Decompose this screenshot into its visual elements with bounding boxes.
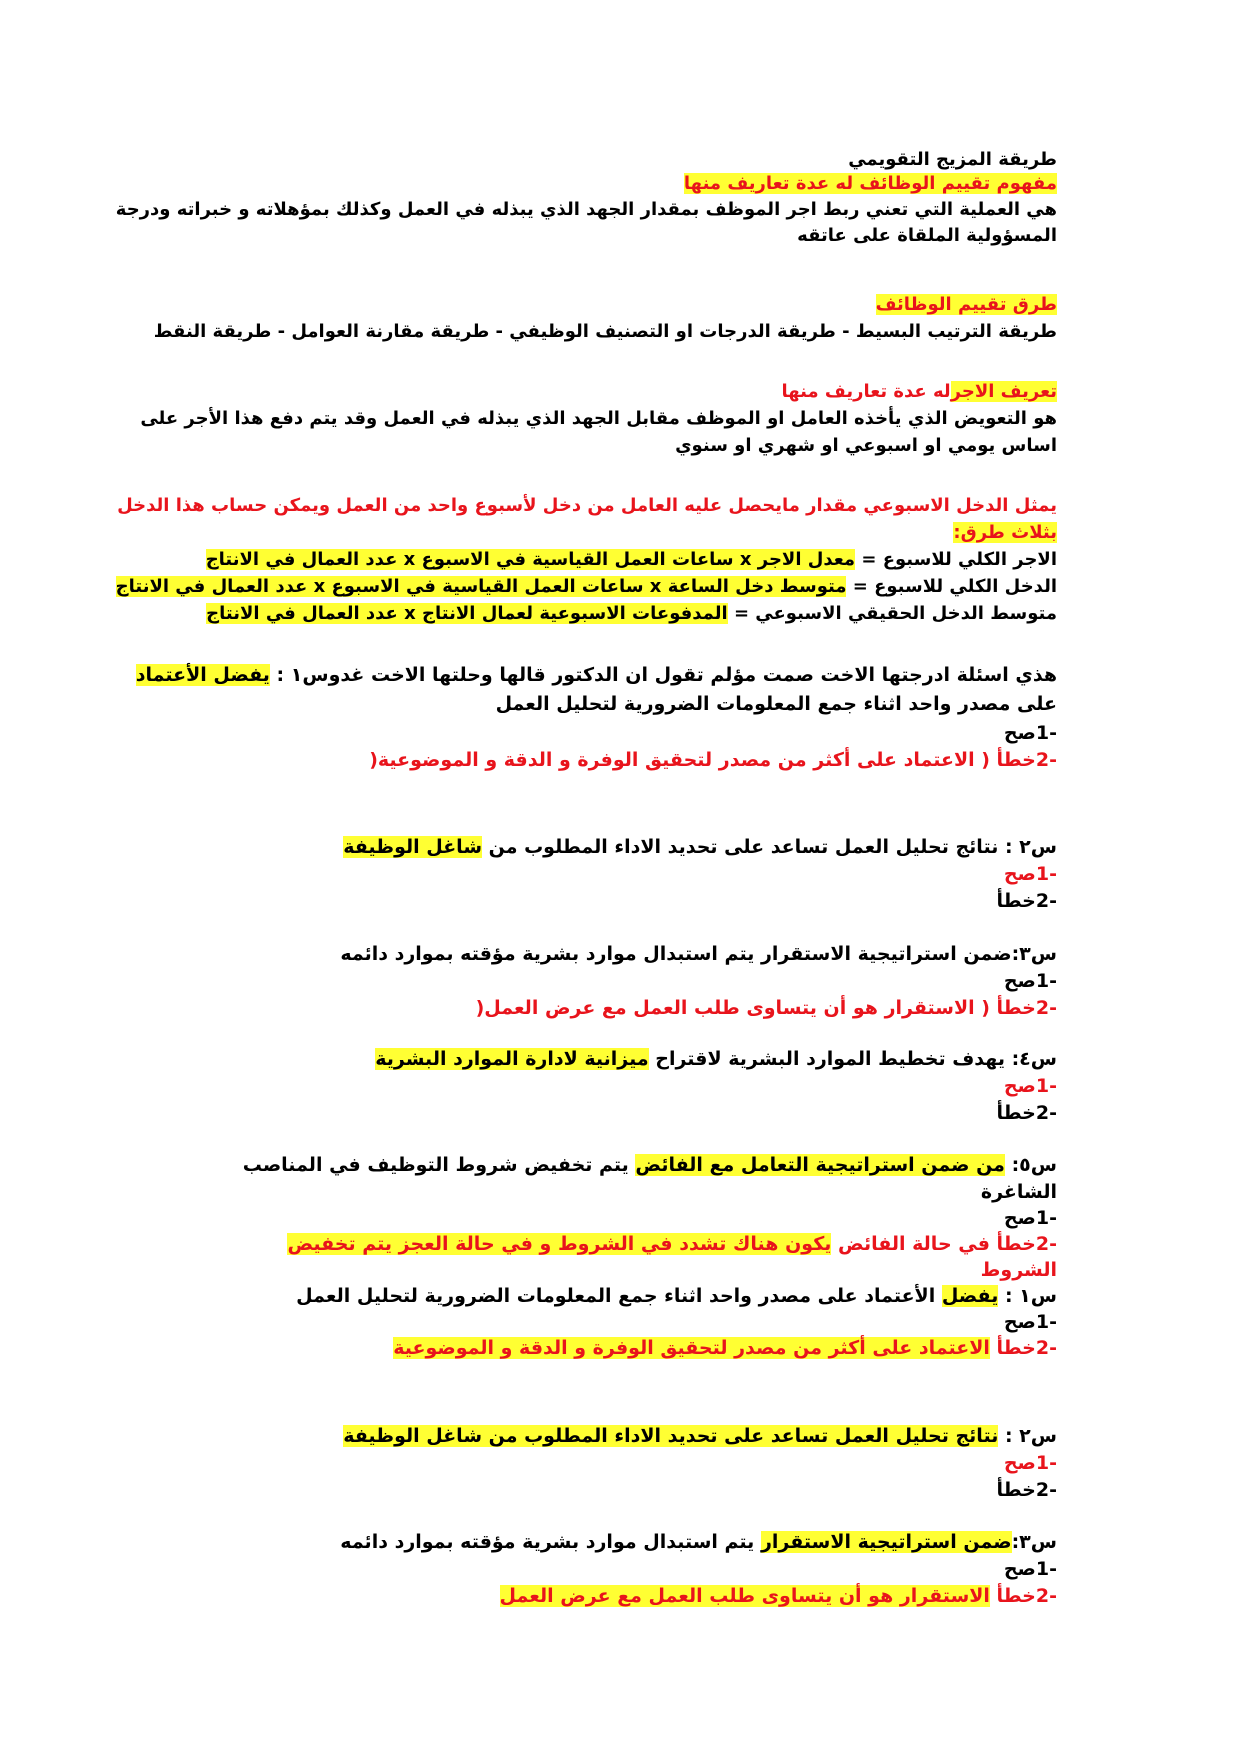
q3b-question <box>340 1530 1057 1554</box>
wage-heading <box>782 380 1058 404</box>
q2b-highlight: نتائج تحليل العمل تساعد على تحديد الاداء المطلوب من شاغل الوظيفة <box>343 1425 999 1447</box>
q3b-option-2-prefix: -2خطأ <box>989 1585 1057 1607</box>
q1b-option-1: -1صح <box>1003 1311 1057 1333</box>
q1b-prefix: س١ : <box>998 1285 1057 1307</box>
q3b-option-1: -1صح <box>1003 1558 1057 1580</box>
q3b-rest: يتم استبدال موارد بشرية مؤقته بموارد دائمه <box>340 1531 761 1553</box>
q2a-question <box>343 835 1057 859</box>
formula-3-value: المدفوعات الاسبوعية لعمال الانتاج x عدد العمال في الانتاج <box>206 603 728 624</box>
formula-2-value: متوسط دخل الساعة x ساعات العمل القياسية في الاسبوع x عدد العمال في الانتاج <box>115 576 847 597</box>
q4-prefix: س٤: يهدف تخطيط الموارد البشرية لاقتراح <box>648 1048 1057 1070</box>
q5-rest: يتم تخفيض شروط التوظيف في المناصب <box>242 1154 636 1176</box>
q3b-option-2-highlight: الاستقرار هو أن يتساوى طلب العمل مع عرض العمل <box>499 1585 990 1607</box>
job-eval-def-line2: المسؤولية الملقاة على عاتقه <box>797 225 1057 246</box>
q1a-option-2: -2خطأ ( الاعتماد على أكثر من مصدر لتحقيق الوفرة و الدقة و الموضوعية( <box>369 749 1057 771</box>
formula-2 <box>116 575 1057 599</box>
q4-highlight: ميزانية لادارة الموارد البشرية <box>375 1048 649 1070</box>
q3b-highlight: ضمن استراتيجية الاستقرار <box>760 1531 1012 1553</box>
q1b-option-2-highlight: الاعتماد على أكثر من مصدر لتحقيق الوفرة و الدقة و الموضوعية <box>393 1337 990 1359</box>
q2a-option-1: -1صح <box>1003 863 1057 885</box>
q1a-highlight: يفضل الأعتماد <box>135 664 270 686</box>
q1b-option-2 <box>393 1336 1057 1360</box>
q3b-prefix: س٣: <box>1011 1531 1057 1553</box>
q5-option-1: -1صح <box>1003 1207 1057 1229</box>
q5-option-2-prefix: -2خطأ <box>989 1233 1057 1255</box>
q4-option-2: -2خطأ <box>996 1102 1057 1124</box>
formula-3 <box>206 602 1057 626</box>
q5-option-2-plain: في حالة الفائض <box>831 1233 990 1255</box>
wage-heading-rest: له عدة تعاريف منها <box>781 381 951 402</box>
weekly-intro-line2 <box>953 521 1057 545</box>
formula-3-label: متوسط الدخل الحقيقي الاسبوعي = <box>727 603 1057 624</box>
q1b-rest: الأعتماد على مصدر واحد اثناء جمع المعلومات الضرورية لتحليل العمل <box>296 1285 942 1307</box>
q5-prefix: س٥: <box>1004 1154 1057 1176</box>
q2b-question <box>343 1424 1057 1448</box>
wage-def-line1: هو التعويض الذي يأخذه العامل او الموظف مقابل الجهد الذي يبذله في العمل وقد يتم دفع هذا الأجر على <box>140 408 1057 429</box>
wage-def-line2: اساس يومي او اسبوعي او شهري او سنوي <box>675 435 1057 456</box>
q2a-prefix: س٢ : نتائج تحليل العمل تساعد على تحديد الاداء المطلوب من <box>482 836 1057 858</box>
formula-1-label: الاجر الكلي للاسبوع = <box>855 549 1057 570</box>
q5-highlight-1: من ضمن استراتيجية التعامل مع <box>702 1154 1005 1176</box>
q2a-option-2: -2خطأ <box>996 890 1057 912</box>
job-eval-heading-text: مفهوم تقييم الوظائف له عدة تعاريف منها <box>683 173 1057 194</box>
q2b-prefix: س٢ : <box>998 1425 1057 1447</box>
q5-question <box>243 1153 1057 1177</box>
formula-2-label: الدخل الكلي للاسبوع = <box>846 576 1057 597</box>
q2a-highlight: شاغل الوظيفة <box>343 836 482 858</box>
q5-option-2-cont: الشروط <box>980 1259 1057 1281</box>
q1b-question <box>296 1284 1057 1308</box>
methods-list: طريقة الترتيب البسيط - طريقة الدرجات او التصنيف الوظيفي - طريقة مقارنة العوامل - طريقة النقط <box>153 321 1057 342</box>
weekly-intro-line1: يمثل الدخل الاسبوعي مقدار مايحصل عليه العامل من دخل لأسبوع واحد من العمل ويمكن حساب هذا الدخل <box>117 495 1057 516</box>
formula-1-value: معدل الاجر x ساعات العمل القياسية في الاسبوع x عدد العمال في الانتاج <box>205 549 856 570</box>
q1b-option-2-prefix: -2خطأ <box>989 1337 1057 1359</box>
formula-1 <box>206 548 1057 572</box>
q1a-question-cont: على مصدر واحد اثناء جمع المعلومات الضرورية لتحليل العمل <box>495 693 1057 715</box>
q3b-option-2 <box>500 1584 1057 1608</box>
q5-question-cont: الشاغرة <box>980 1181 1057 1203</box>
q1a-question <box>136 663 1057 687</box>
q1b-highlight: يفضل <box>941 1285 999 1307</box>
methods-heading <box>876 293 1057 317</box>
q5-option-2-highlight: يكون هناك تشدد في الشروط و في حالة العجز يتم تخفيض <box>287 1233 832 1255</box>
q3a-question: س٣:ضمن استراتيجية الاستقرار يتم استبدال موارد بشرية مؤقته بموارد دائمه <box>340 943 1057 965</box>
doc-title: طريقة المزيج التقويمي <box>848 149 1057 170</box>
q3a-option-2: -2خطأ ( الاستقرار هو أن يتساوى طلب العمل مع عرض العمل( <box>475 997 1057 1019</box>
job-eval-heading <box>684 172 1057 196</box>
q4-question <box>375 1047 1057 1071</box>
methods-heading-text: طرق تقييم الوظائف <box>875 294 1057 315</box>
q4-option-1: -1صح <box>1003 1075 1057 1097</box>
q5-option-2 <box>287 1232 1057 1256</box>
job-eval-def-line1: هي العملية التي تعني ربط اجر الموظف بمقدار الجهد الذي يبذله في العمل وكذلك بمؤهلاته و خبراته ودرجة <box>115 199 1057 220</box>
weekly-intro-line2-text: بثلاث طرق: <box>953 522 1057 543</box>
q2b-option-2: -2خطأ <box>996 1479 1057 1501</box>
q3a-option-1: -1صح <box>1003 970 1057 992</box>
q5-highlight-2: الفائض <box>635 1154 703 1176</box>
q1a-prefix: هذي اسئلة ادرجتها الاخت صمت مؤلم تقول ان الدكتور قالها وحلتها الاخت غدوس١ : <box>269 664 1057 686</box>
q1a-option-1: -1صح <box>1003 722 1057 744</box>
q2b-option-1: -1صح <box>1003 1452 1057 1474</box>
wage-heading-highlight: تعريف الاجر <box>950 381 1057 402</box>
